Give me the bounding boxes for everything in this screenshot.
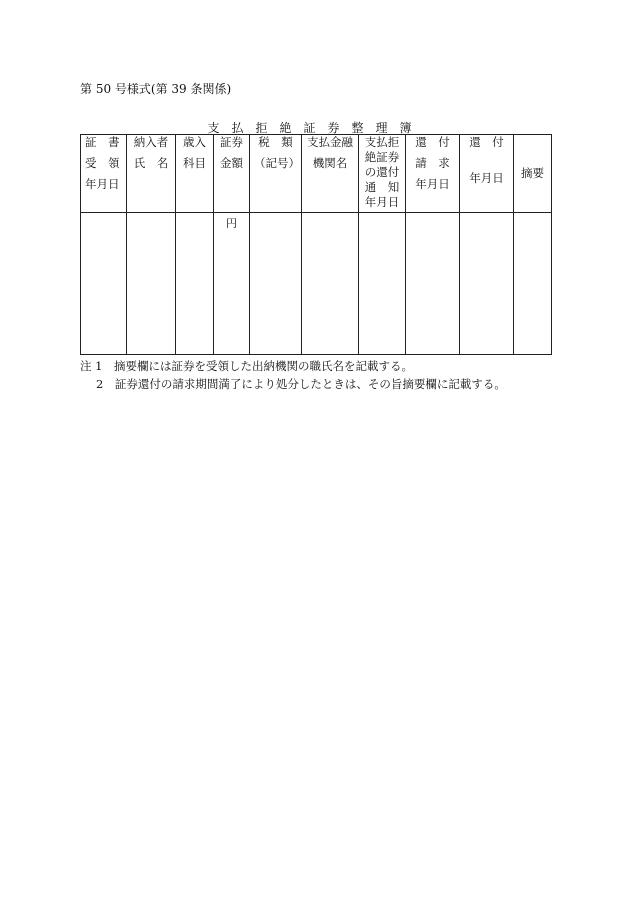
page-title: 支払拒絶証券整理簿 xyxy=(207,121,424,135)
col-refund-request-date xyxy=(406,135,460,213)
header-line: 科目 xyxy=(183,156,206,170)
table-cell[interactable] xyxy=(81,213,127,355)
header-line: 年月日 xyxy=(469,171,504,185)
register-table xyxy=(80,134,552,355)
header-line: 摘要 xyxy=(521,166,544,180)
header-line: （記号） xyxy=(254,156,300,170)
table-cell[interactable] xyxy=(460,213,514,355)
col-certificate-amount xyxy=(214,135,250,213)
table-cell[interactable] xyxy=(176,213,214,355)
unit-yen: 円 xyxy=(226,217,237,230)
header-line: 受 領 xyxy=(85,156,120,170)
note-2: 2 証券還付の請求期間満了により処分したときは、その旨摘要欄に記載する。 xyxy=(96,377,506,391)
col-certificate-receipt-date xyxy=(81,135,127,213)
table-cell[interactable] xyxy=(406,213,460,355)
header-line: 年月日 xyxy=(415,177,450,191)
table-row xyxy=(81,213,552,355)
header-line: 納入者 xyxy=(133,135,169,149)
header-line: 絶証券 xyxy=(364,150,400,164)
header-line: 税 類 xyxy=(258,135,293,149)
table-cell[interactable] xyxy=(514,213,552,355)
header-line: 証 書 xyxy=(85,135,120,149)
form-number: 第 50 号様式(第 39 条関係) xyxy=(80,82,232,96)
col-paying-institution xyxy=(302,135,359,213)
col-refusal-notice-date xyxy=(359,135,406,213)
header-line: 証券 xyxy=(220,135,243,149)
table-cell[interactable] xyxy=(214,213,250,355)
header-line: 通 知 xyxy=(364,180,400,194)
col-tax-type xyxy=(250,135,302,213)
header-line: の還付 xyxy=(364,165,400,179)
header-line: 支払金融 xyxy=(307,135,353,149)
table-cell[interactable] xyxy=(359,213,406,355)
table-cell[interactable] xyxy=(250,213,302,355)
note-1: 注 1 摘要欄には証券を受領した出納機関の職氏名を記載する。 xyxy=(80,359,413,373)
header-line: 請 求 xyxy=(415,156,450,170)
notes xyxy=(80,357,506,393)
col-payer-name xyxy=(127,135,176,213)
col-refund-date xyxy=(460,135,514,213)
header-line: 還 付 xyxy=(415,135,450,149)
header-line: 年月日 xyxy=(85,177,120,191)
col-revenue-item xyxy=(176,135,214,213)
header-line: 機関名 xyxy=(312,156,348,170)
header-line: 歳入 xyxy=(183,135,206,149)
header-line: 年月日 xyxy=(364,195,400,209)
col-remarks xyxy=(514,135,552,213)
header-line: 金額 xyxy=(220,156,243,170)
header-line: 支払拒 xyxy=(364,135,400,149)
table-cell[interactable] xyxy=(127,213,176,355)
header-line: 氏 名 xyxy=(133,156,169,170)
header-line: 還 付 xyxy=(469,135,504,149)
table-cell[interactable] xyxy=(302,213,359,355)
header-row xyxy=(81,135,552,213)
